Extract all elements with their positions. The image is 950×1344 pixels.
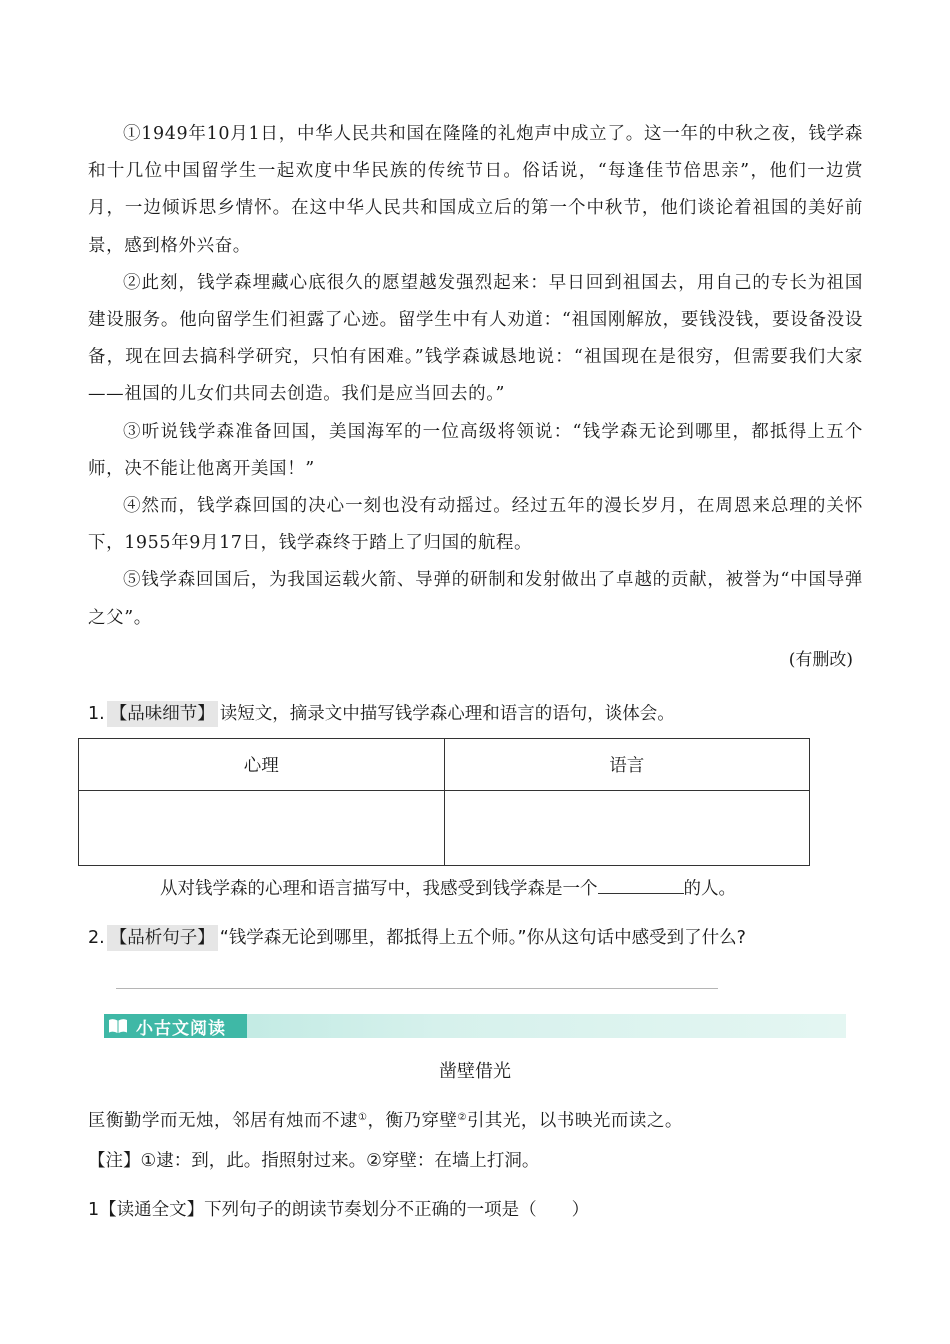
classic-text-part-3: 引其光，以书映光而读之。 (466, 1111, 683, 1131)
question-1-tag: 【品味细节】 (107, 701, 218, 727)
answer-table (78, 738, 810, 866)
answer-line[interactable] (116, 988, 718, 989)
classic-text-part-2: ，衡乃穿壁 (367, 1111, 458, 1131)
fill-blank[interactable] (598, 875, 684, 894)
table-header-language: 语言 (444, 739, 810, 791)
question-1 (88, 701, 675, 727)
question-3-tag: 【读通全文】 (99, 1200, 205, 1220)
section-banner (104, 1014, 846, 1038)
question-1-text: 读短文，摘录文中描写钱学森心理和语言的语句，谈体会。 (219, 704, 675, 724)
answer-cell-psychology[interactable] (79, 791, 445, 866)
book-icon (108, 1018, 128, 1034)
reading-passage (88, 116, 863, 637)
classic-text-part-1: 匡衡勤学而无烛，邻居有烛而不逮 (88, 1111, 358, 1131)
table-header-psychology: 心理 (79, 739, 445, 791)
passage-paragraph-5: ⑤钱学森回国后，为我国运载火箭、导弹的研制和发射做出了卓越的贡献，被誉为“中国导弹之父”。 (88, 570, 863, 628)
fill-in-sentence (160, 875, 736, 902)
fill-suffix: 的人。 (683, 879, 736, 899)
passage-paragraph-2: ②此刻，钱学森埋藏心底很久的愿望越发强烈起来：早日回到祖国去，用自己的专长为祖国建设服务。他向留学生们袒露了心迹。留学生中有人劝道：“祖国刚解放，要钱没钱，要设备没设备，现在回去搞科学研究，只怕有困难。”钱学森诚恳地说：“祖国现在是很穷，但需要我们大家——祖国的儿女们共同去创造。我们是应当回去的。” (88, 272, 863, 405)
answer-cell-language[interactable] (444, 791, 810, 866)
classic-title: 凿壁借光 (439, 1061, 511, 1082)
section-banner-head (104, 1014, 247, 1038)
fill-prefix: 从对钱学森的心理和语言描写中，我感受到钱学森是一个 (160, 879, 598, 899)
passage-paragraph-4: ④然而，钱学森回国的决心一刻也没有动摇过。经过五年的漫长岁月，在周恩来总理的关怀下，1955年9月17日，钱学森终于踏上了归国的航程。 (88, 496, 863, 554)
question-3-text: 下列句子的朗读节奏划分不正确的一项是（ ） (204, 1200, 590, 1220)
footnote-marker-1: ① (358, 1112, 368, 1123)
classic-text (88, 1105, 683, 1134)
classic-note: 【注】①逮：到，此。指照射过来。②穿壁：在墙上打洞。 (88, 1151, 540, 1171)
question-3 (88, 1197, 589, 1223)
question-2-number: 2. (88, 928, 105, 948)
section-title: 小古文阅读 (136, 1018, 226, 1039)
question-3-number: 1 (88, 1200, 100, 1220)
footnote-marker-2: ② (457, 1112, 467, 1123)
question-2-tag: 【品析句子】 (107, 925, 218, 951)
source-note: (有删改) (788, 650, 853, 670)
question-2-text: “钱学森无论到哪里，都抵得上五个师。”你从这句话中感受到了什么? (219, 928, 746, 948)
passage-paragraph-3: ③听说钱学森准备回国，美国海军的一位高级将领说：“钱学森无论到哪里，都抵得上五个师，决不能让他离开美国！” (88, 421, 863, 479)
passage-paragraph-1: ①1949年10月1日，中华人民共和国在隆隆的礼炮声中成立了。这一年的中秋之夜，钱学森和十几位中国留学生一起欢度中华民族的传统节日。俗话说，“每逢佳节倍思亲”，他们一边赏月，一边倾诉思乡情怀。在这中华人民共和国成立后的第一个中秋节，他们谈论着祖国的美好前景，感到格外兴奋。 (88, 124, 863, 256)
question-2 (88, 925, 746, 951)
question-1-number: 1. (88, 704, 105, 724)
